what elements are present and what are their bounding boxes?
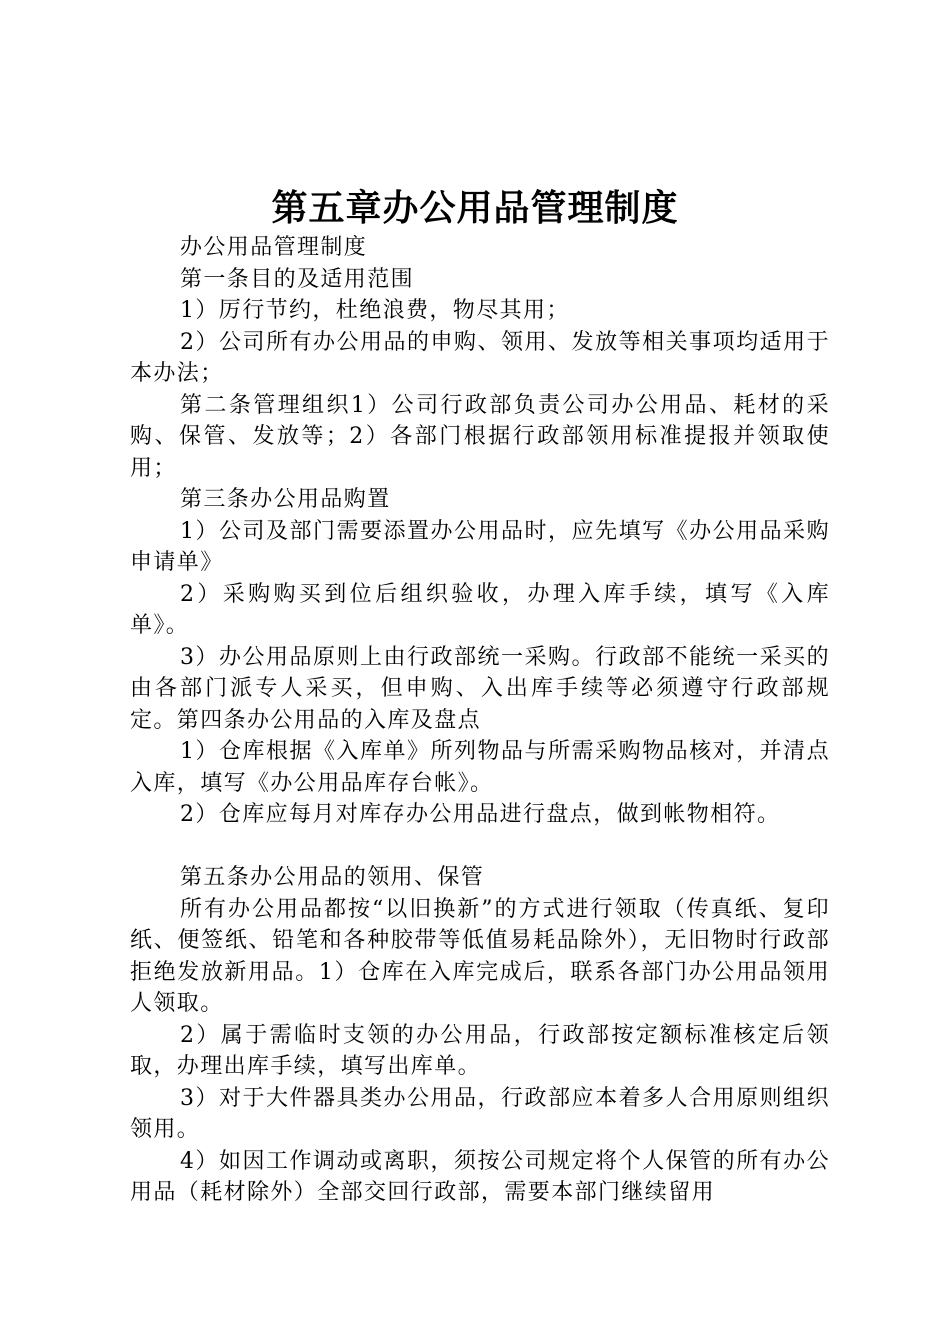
paragraph: 2）仓库应每月对库存办公用品进行盘点，做到帐物相符。: [180, 802, 781, 827]
paragraph: 3）对于大件器具类办公用品，行政部应本着多人合用原则组织领用。: [130, 1085, 830, 1142]
paragraph: 第五条办公用品的领用、保管: [180, 865, 485, 890]
paragraph: 1）公司及部门需要添置办公用品时，应先填写《办公用品采购申请单》: [130, 518, 830, 575]
paragraph: 办公用品管理制度: [180, 235, 368, 260]
paragraph: 1）仓库根据《入库单》所列物品与所需采购物品核对，并清点入库，填写《办公用品库存台帐》。: [130, 739, 830, 796]
paragraph: 2）采购购买到位后组织验收，办理入库手续，填写《入库单》。: [130, 581, 830, 638]
paragraph: 所有办公用品都按“以旧换新”的方式进行领取（传真纸、复印纸、便签纸、铅笔和各种胶带等低值易耗品除外），无旧物时行政部拒绝发放新用品。1）仓库在入库完成后，联系各部门办公用品领用人领取。: [130, 896, 830, 1016]
document-title: 第五章办公用品管理制度: [271, 187, 679, 229]
paragraph: 2）公司所有办公用品的申购、领用、发放等相关事项均适用于本办法；: [130, 329, 830, 386]
paragraph: 2）属于需临时支领的办公用品，行政部按定额标准核定后领取，办理出库手续，填写出库单。: [130, 1022, 830, 1079]
blank-line: [130, 831, 830, 863]
paragraph: 第一条目的及适用范围: [180, 266, 415, 292]
paragraph: 1）厉行节约，杜绝浪费，物尽其用；: [180, 298, 570, 323]
paragraph: 第三条办公用品购置: [180, 487, 391, 512]
document-body: [130, 232, 830, 1209]
paragraph: 第二条管理组织1）公司行政部负责公司办公用品、耗材的采购、保管、发放等；2）各部门根据行政部领用标准提报并领取使用；: [130, 392, 830, 481]
paragraph: 4）如因工作调动或离职，须按公司规定将个人保管的所有办公用品（耗材除外）全部交回行政部，需要本部门继续留用: [130, 1148, 830, 1205]
paragraph: 3）办公用品原则上由行政部统一采购。行政部不能统一采买的由各部门派专人采买，但申购、入出库手续等必须遵守行政部规定。第四条办公用品的入库及盘点: [130, 644, 830, 733]
